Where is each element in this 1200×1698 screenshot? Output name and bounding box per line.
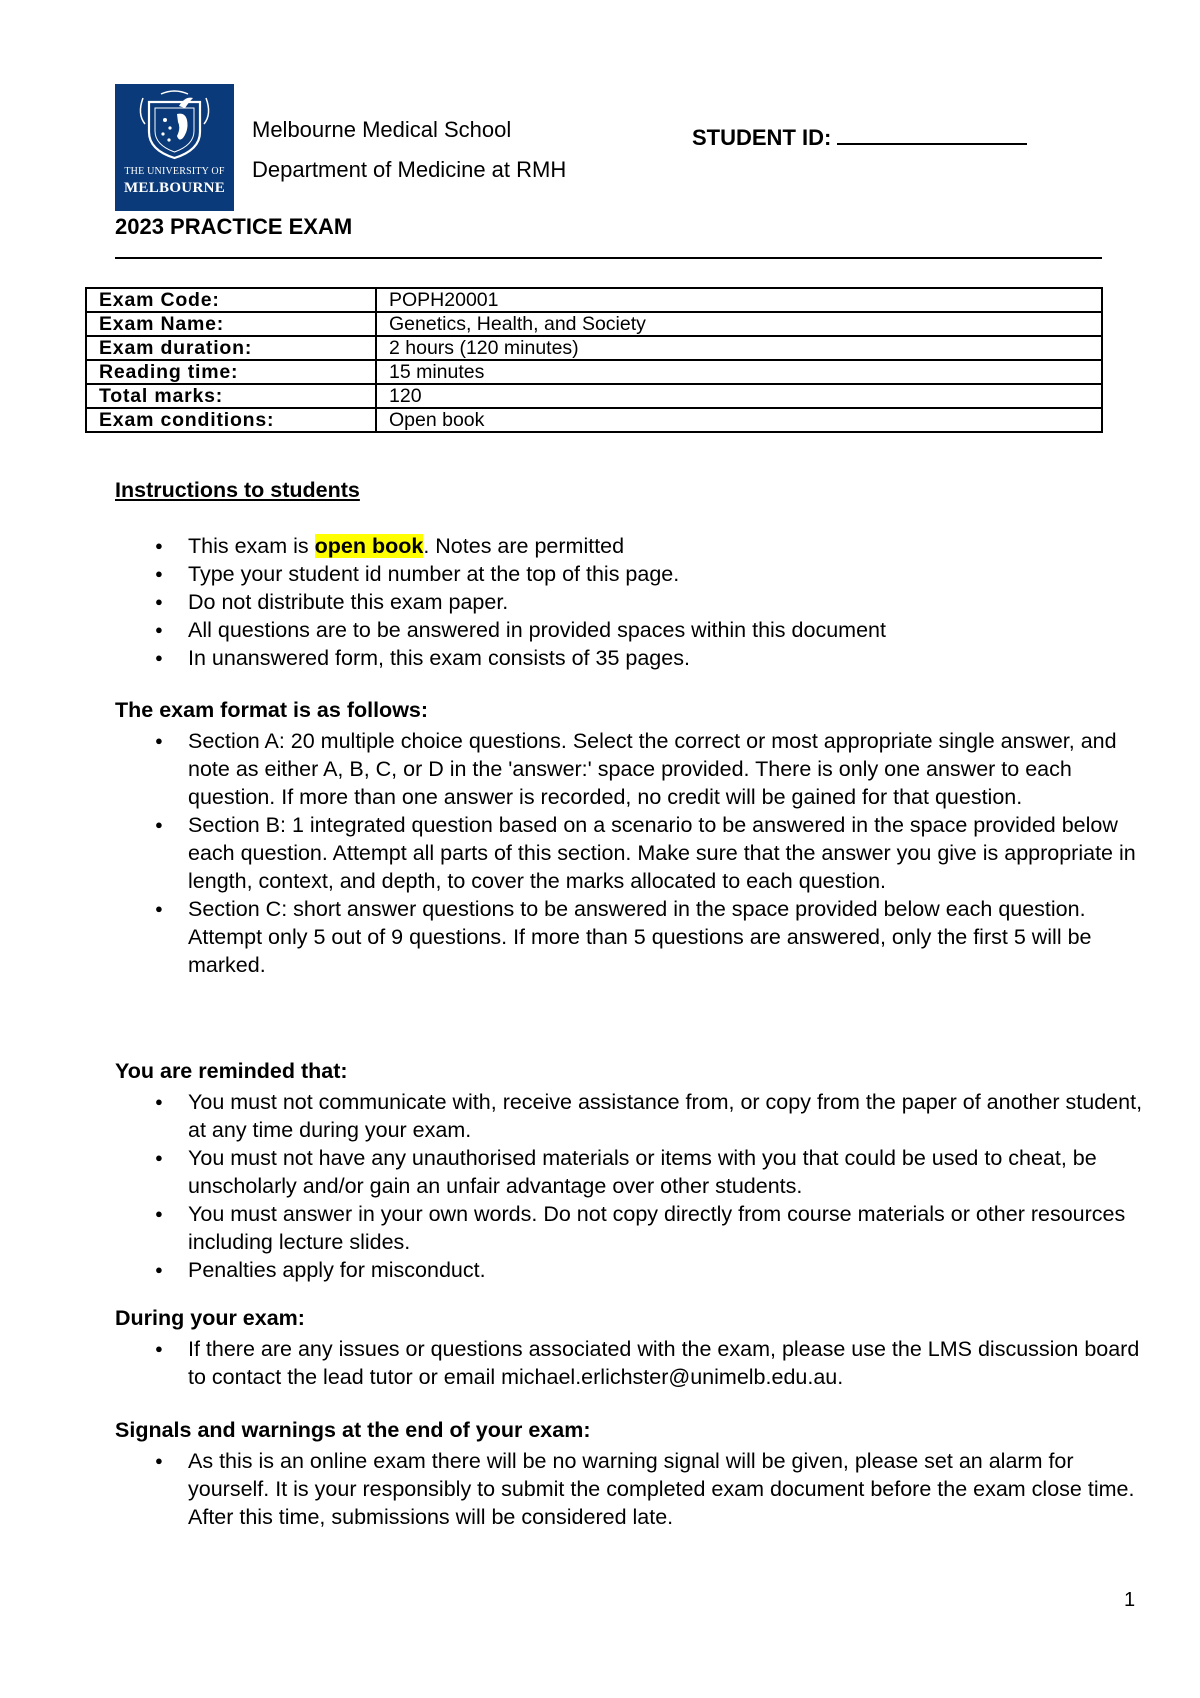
reminders-heading: You are reminded that: [115, 1059, 348, 1083]
table-key: Total marks: [86, 384, 376, 408]
item-text: This exam is [188, 534, 315, 558]
table-row [86, 312, 1102, 336]
table-value: 2 hours (120 minutes) [376, 336, 1102, 360]
list-item: ● Section A: 20 multiple choice questions. Select the correct or most appropriate single answer, and note as either A, B, C, or D in the 'answer:' space provided. There is only one answer to each question. If more than one answer is recorded, no credit will be gained for that question. [115, 727, 1155, 811]
during-list [115, 1335, 1155, 1391]
table-value: 120 [376, 384, 1102, 408]
item-text: . Notes are permitted [423, 534, 625, 558]
open-book-highlight: open book [314, 534, 424, 558]
table-row [86, 288, 1102, 312]
crest-icon [115, 84, 234, 164]
table-row [86, 384, 1102, 408]
exam-info-table [85, 287, 1103, 433]
table-key: Exam duration: [86, 336, 376, 360]
list-item: ● Section B: 1 integrated question based on a scenario to be answered in the space provided below each question. Attempt all parts of this section. Make sure that the answer you give is appropriate in length, context, and depth, to cover the marks allocated to each question. [115, 811, 1155, 895]
list-item: ● If there are any issues or questions associated with the exam, please use the LMS discussion board to contact the lead tutor or email michael.erlichster@unimelb.edu.au. [115, 1335, 1155, 1391]
reminders-list [115, 1088, 1155, 1284]
student-id-field[interactable] [692, 125, 1027, 151]
logo-text-top: THE UNIVERSITY OF [124, 166, 225, 177]
list-item: ● Do not distribute this exam paper. [115, 588, 1155, 616]
table-row [86, 360, 1102, 384]
signals-list [115, 1447, 1155, 1531]
list-item: ● You must not communicate with, receive assistance from, or copy from the paper of another student, at any time during your exam. [115, 1088, 1155, 1144]
table-row [86, 336, 1102, 360]
department-name: Department of Medicine at RMH [252, 157, 567, 182]
table-value: POPH20001 [376, 288, 1102, 312]
list-item: ● Type your student id number at the top of this page. [115, 560, 1155, 588]
table-value: Genetics, Health, and Society [376, 312, 1102, 336]
table-key: Exam conditions: [86, 408, 376, 432]
instructions-heading: Instructions to students [115, 478, 360, 502]
signals-heading: Signals and warnings at the end of your exam: [115, 1418, 591, 1442]
format-heading: The exam format is as follows: [115, 698, 429, 722]
exam-title: 2023 PRACTICE EXAM [115, 214, 353, 239]
student-id-blank[interactable] [837, 125, 1027, 145]
university-logo [115, 84, 234, 211]
list-item: ● In unanswered form, this exam consists of 35 pages. [115, 644, 1155, 672]
page-number: 1 [1124, 1589, 1136, 1611]
list-item: ● All questions are to be answered in provided spaces within this document [115, 616, 1155, 644]
list-item: ● As this is an online exam there will be no warning signal will be given, please set an alarm for yourself. It is your responsibly to submit the completed exam document before the exam close time. After this time, submissions will be considered late. [115, 1447, 1155, 1531]
list-item: ● Penalties apply for misconduct. [115, 1256, 1155, 1284]
list-item: ● Section C: short answer questions to be answered in the space provided below each question. Attempt only 5 out of 9 questions. If more than 5 questions are answered, only the first 5 will be marked. [115, 895, 1155, 979]
format-list [115, 727, 1155, 979]
table-key: Reading time: [86, 360, 376, 384]
table-row [86, 408, 1102, 432]
table-key: Exam Name: [86, 312, 376, 336]
list-item: ● You must answer in your own words. Do not copy directly from course materials or other resources including lecture slides. [115, 1200, 1155, 1256]
list-item: ● You must not have any unauthorised materials or items with you that could be used to cheat, be unscholarly and/or gain an unfair advantage over other students. [115, 1144, 1155, 1200]
school-name: Melbourne Medical School [252, 117, 512, 142]
table-key: Exam Code: [86, 288, 376, 312]
list-item [115, 532, 1155, 560]
table-value: 15 minutes [376, 360, 1102, 384]
table-value: Open book [376, 408, 1102, 432]
student-id-label: STUDENT ID: [692, 125, 832, 150]
header-divider [115, 257, 1102, 259]
instructions-list [115, 532, 1155, 672]
during-heading: During your exam: [115, 1306, 305, 1330]
logo-text-bottom: MELBOURNE [123, 180, 226, 196]
